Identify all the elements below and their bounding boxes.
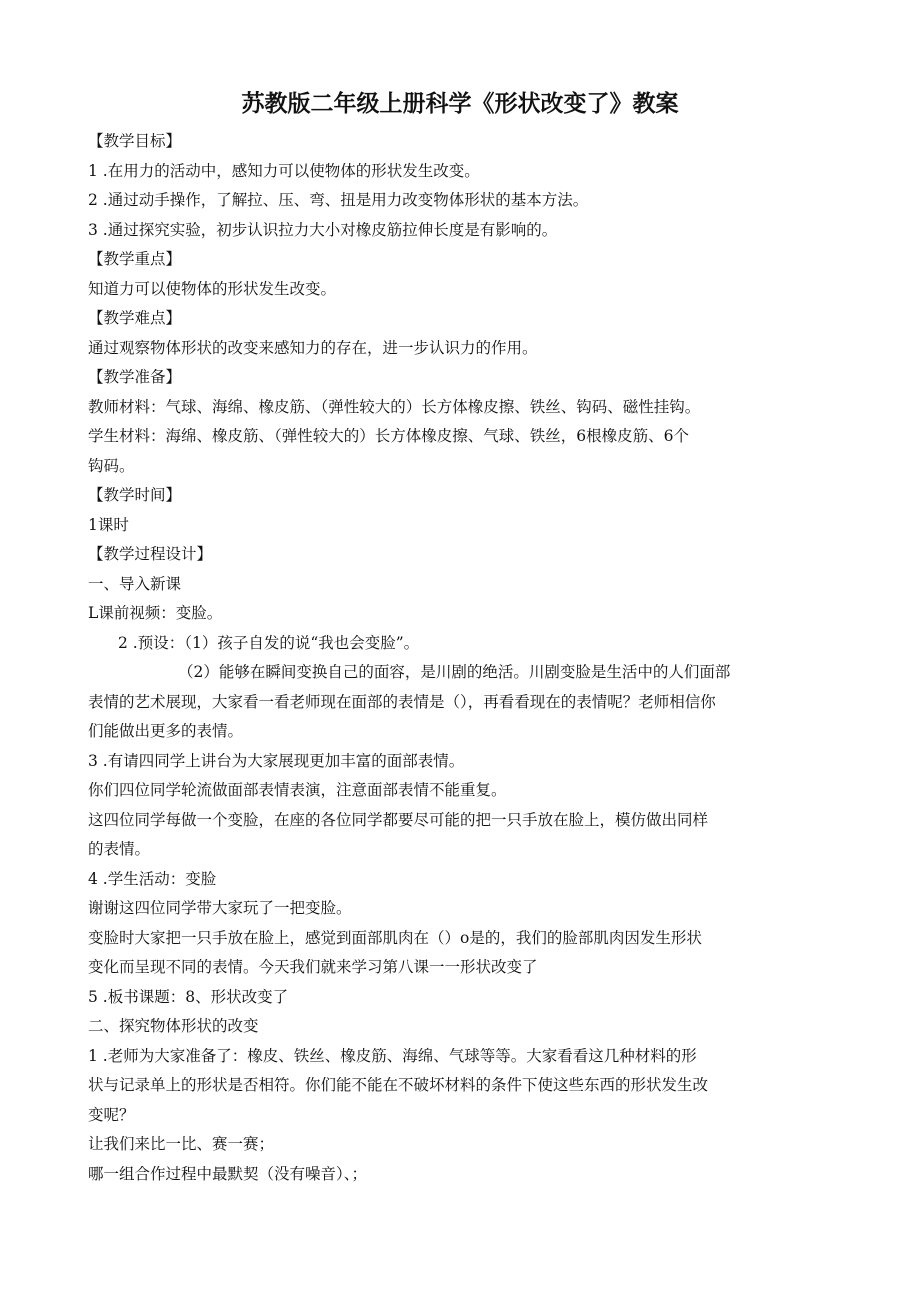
subsection-heading: 一、导入新课 (88, 574, 182, 593)
text-line: 谢谢这四位同学带大家玩了一把变脸。 (88, 899, 352, 917)
text-line: 1 .在用力的活动中，感知力可以使物体的形状发生改变。 (88, 161, 480, 180)
text-line: 5 .板书课题：8、形状改变了 (88, 987, 289, 1006)
text-line: 教师材料：气球、海绵、橡皮筋、（弹性较大的）长方体橡皮擦、铁丝、钩码、磁性挂钩。 (88, 397, 701, 416)
text-line: 1 .老师为大家准备了：橡皮、铁丝、橡皮筋、海绵、气球等等。大家看看这几种材料的形 (88, 1046, 697, 1065)
text-line: （2）能够在瞬间变换自己的面容，是川剧的绝活。川剧变脸是生活中的人们面部 (178, 663, 731, 681)
text-line: 3 .通过探究实验，初步认识拉力大小对橡皮筋拉伸长度是有影响的。 (88, 220, 558, 239)
text-line: L课前视频：变脸。 (88, 604, 223, 622)
text-line: 状与记录单上的形状是否相符。你们能不能在不破坏材料的条件下使这些东西的形状发生改 (88, 1076, 709, 1094)
text-line: 哪一组合作过程中最默契（没有噪音）、； (88, 1164, 368, 1183)
text-line: 变脸时大家把一只手放在脸上，感觉到面部肌肉在（）o是的，我们的脸部肌肉因发生形状 (88, 928, 702, 947)
section-heading: 【教学目标】 (88, 132, 182, 150)
text-line: 钩码。 (88, 456, 135, 475)
text-line: 这四位同学每做一个变脸，在座的各位同学都要尽可能的把一只手放在脸上，模仿做出同样 (88, 810, 709, 829)
text-line: 3 .有请四同学上讲台为大家展现更加丰富的面部表情。 (88, 751, 465, 770)
text-line: 们能做出更多的表情。 (88, 722, 244, 740)
text-line: 1课时 (88, 515, 129, 534)
subsection-heading: 二、探究物体形状的改变 (88, 1017, 259, 1035)
section-heading: 【教学准备】 (88, 368, 182, 386)
section-heading: 【教学重点】 (88, 250, 182, 268)
text-line: 表情的艺术展现，大家看一看老师现在面部的表情是（），再看看现在的表情呢？老师相信你 (88, 692, 716, 711)
text-line: 2 .通过动手操作，了解拉、压、弯、扭是用力改变物体形状的基本方法。 (88, 191, 589, 209)
text-line: 变化而呈现不同的表情。今天我们就来学习第八课一一形状改变了 (88, 958, 538, 976)
section-heading: 【教学难点】 (88, 309, 182, 327)
text-line: 你们四位同学轮流做面部表情表演，注意面部表情不能重复。 (88, 781, 507, 799)
text-line: 2 .预设：（1）孩子自发的说“我也会变脸”。 (118, 633, 420, 652)
text-line: 通过观察物体形状的改变来感知力的存在，进一步认识力的作用。 (88, 338, 538, 357)
section-heading: 【教学时间】 (88, 486, 182, 504)
text-line: 的表情。 (88, 840, 151, 858)
text-line: 变呢？ (88, 1105, 135, 1124)
section-heading: 【教学过程设计】 (88, 545, 213, 563)
text-line: 知道力可以使物体的形状发生改变。 (88, 279, 337, 298)
document-title: 苏教版二年级上册科学《形状改变了》教案 (241, 91, 679, 117)
text-line: 4 .学生活动：变脸 (88, 869, 217, 888)
text-line: 学生材料：海绵、橡皮筋、（弹性较大的）长方体橡皮擦、气球、铁丝，6根橡皮筋、6个 (88, 427, 689, 445)
document-body (88, 127, 840, 1189)
text-line: 让我们来比一比、赛一赛； (88, 1135, 275, 1153)
